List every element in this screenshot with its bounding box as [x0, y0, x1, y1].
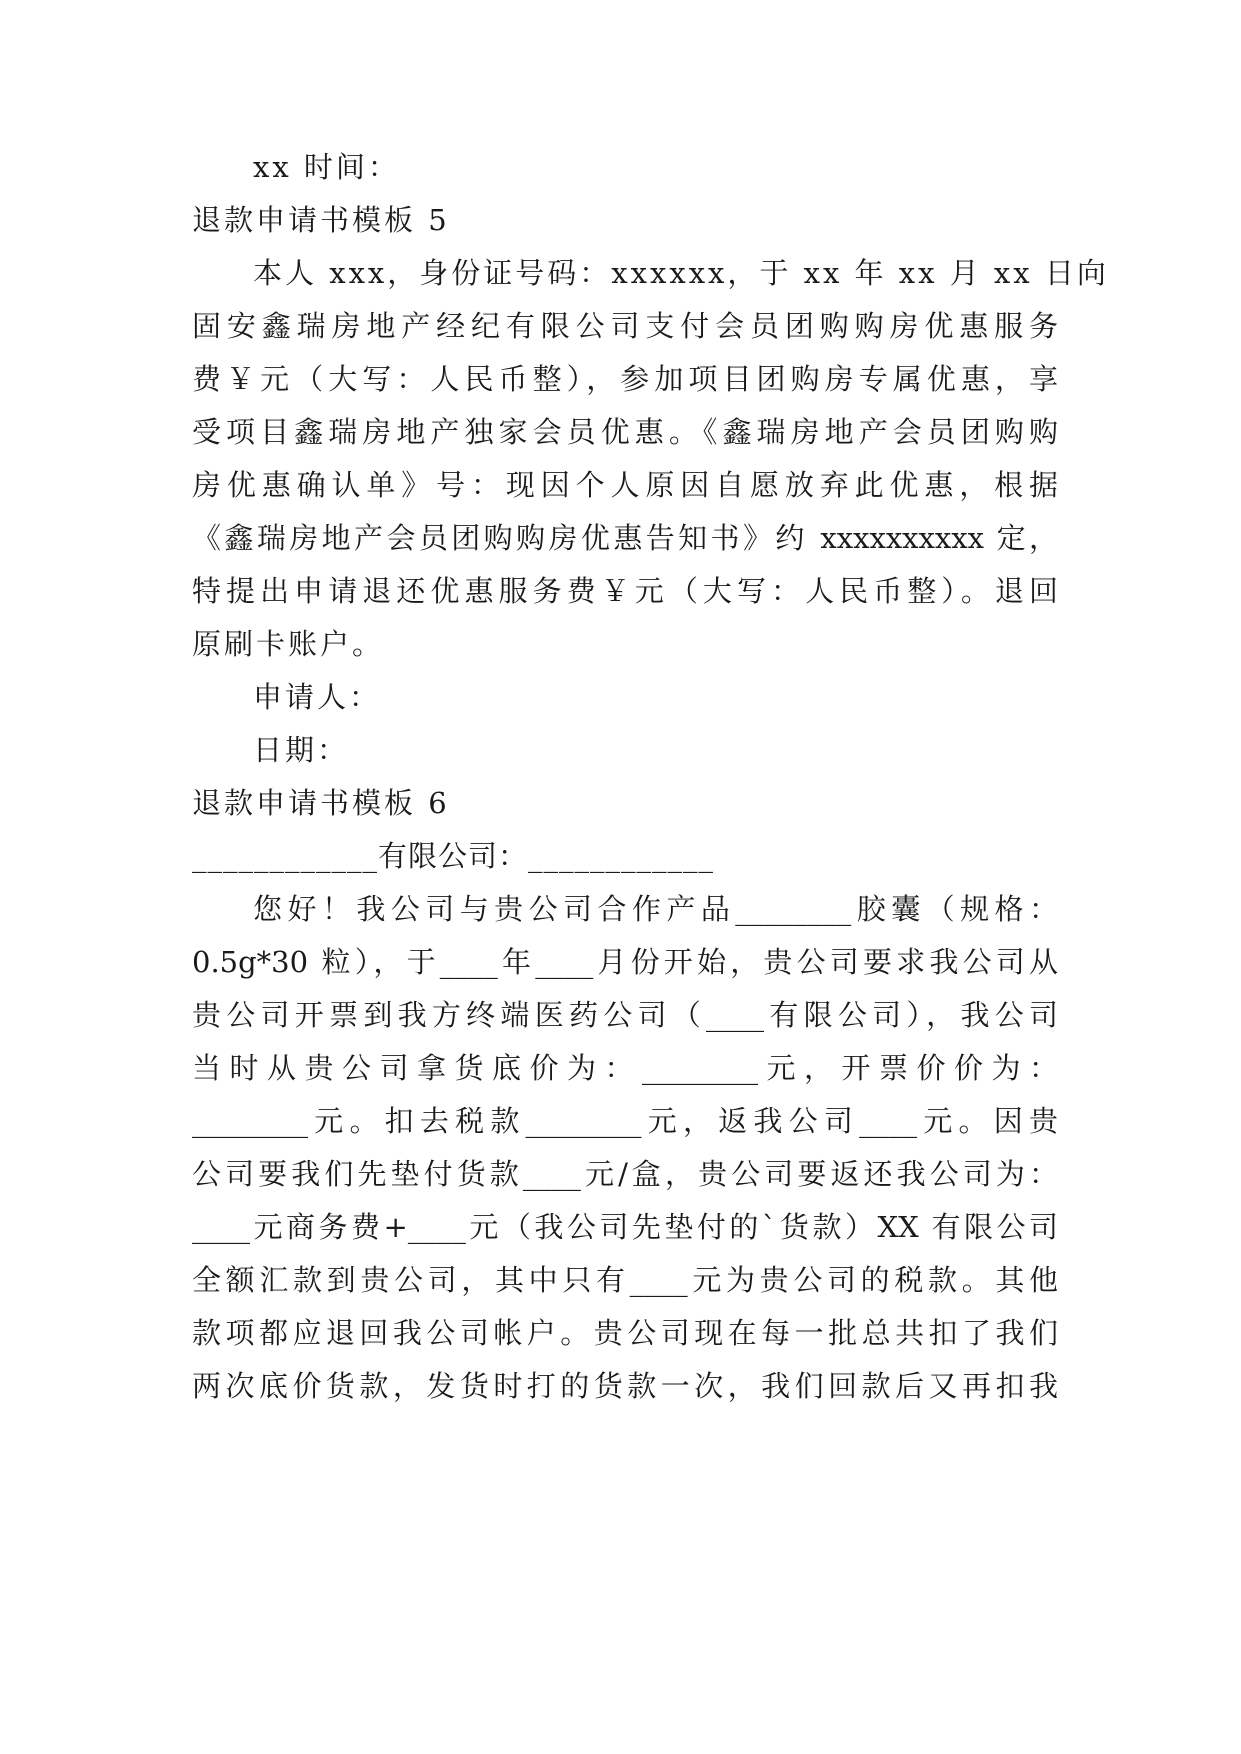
paragraph-line: 全额汇款到贵公司，其中只有____元为贵公司的税款。其他 — [192, 1263, 1058, 1297]
paragraph-line: 贵公司开票到我方终端医药公司（____有限公司），我公司 — [192, 998, 1058, 1032]
paragraph-line: 固安鑫瑞房地产经纪有限公司支付会员团购购房优惠服务 — [192, 309, 1058, 343]
paragraph-line: 0.5g*30 粒），于____年____月份开始，贵公司要求我公司从 — [192, 945, 1058, 979]
paragraph-line: 费￥元（大写：人民币整），参加项目团购房专属优惠，享 — [192, 362, 1058, 396]
paragraph-line: 本人 xxx，身份证号码：xxxxxx，于 xx 年 xx 月 xx 日向 — [253, 256, 1109, 290]
section-heading-6: 退款申请书模板 6 — [192, 786, 450, 820]
paragraph-line: 特提出申请退还优惠服务费￥元（大写：人民币整）。退回 — [192, 574, 1058, 608]
paragraph-line: 您好！我公司与贵公司合作产品________胶囊（规格： — [253, 892, 1058, 926]
paragraph-line: ________元。扣去税款________元，返我公司____元。因贵 — [192, 1104, 1058, 1138]
paragraph-line: 受项目鑫瑞房地产独家会员优惠。《鑫瑞房地产会员团购购 — [192, 415, 1058, 449]
paragraph-line: 当时从贵公司拿货底价为：________元，开票价价为： — [192, 1051, 1058, 1085]
addressee-line: ____________有限公司：____________ — [192, 839, 715, 873]
applicant-label: 申请人： — [253, 680, 382, 714]
paragraph-line: 两次底价货款，发货时打的货款一次，我们回款后又再扣我 — [192, 1369, 1058, 1403]
paragraph-line: 公司要我们先垫付货款____元/盒，贵公司要返还我公司为： — [192, 1157, 1058, 1191]
paragraph-line: 款项都应退回我公司帐户。贵公司现在每一批总共扣了我们 — [192, 1316, 1058, 1350]
paragraph-line: 原刷卡账户。 — [192, 627, 385, 661]
paragraph-line: 《鑫瑞房地产会员团购购房优惠告知书》约 xxxxxxxxxx 定， — [192, 521, 1058, 555]
section-heading-5: 退款申请书模板 5 — [192, 203, 450, 237]
paragraph-line: 房优惠确认单》号：现因个人原因自愿放弃此优惠，根据 — [192, 468, 1058, 502]
time-line: xx 时间： — [253, 150, 400, 184]
paragraph-line: ____元商务费+____元（我公司先垫付的`货款）XX 有限公司 — [192, 1210, 1058, 1244]
date-label: 日期： — [253, 733, 350, 767]
